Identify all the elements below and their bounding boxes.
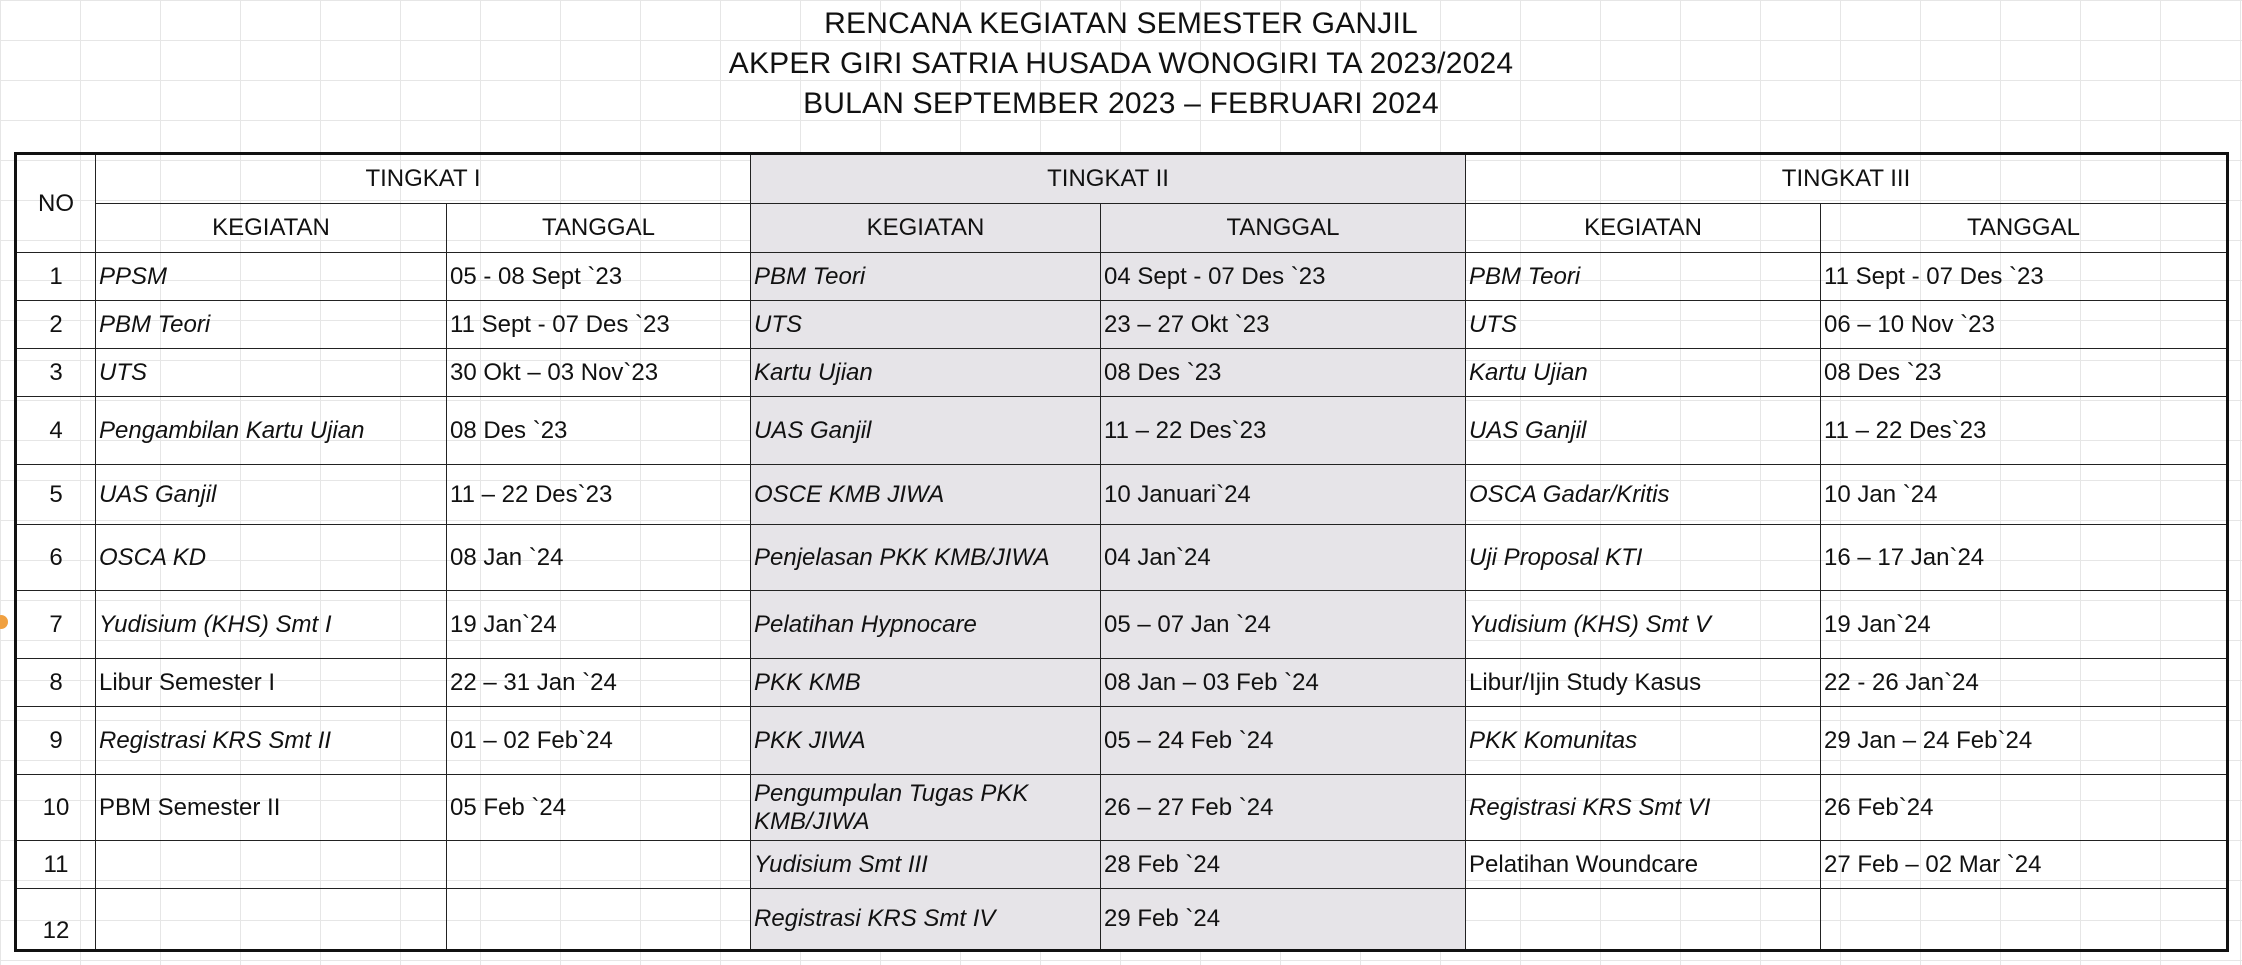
tingkat2-tanggal: 08 Des `23 (1101, 349, 1466, 397)
row-number: 10 (16, 775, 96, 841)
row-number: 9 (16, 707, 96, 775)
tingkat1-kegiatan (96, 841, 447, 889)
tingkat2-tanggal: 23 – 27 Okt `23 (1101, 301, 1466, 349)
tingkat2-kegiatan: Registrasi KRS Smt IV (751, 889, 1101, 951)
header-row-columns (16, 204, 2228, 253)
tingkat2-tanggal: 26 – 27 Feb `24 (1101, 775, 1466, 841)
header-kegiatan-2: KEGIATAN (751, 204, 1101, 253)
tingkat3-tanggal: 19 Jan`24 (1821, 591, 2228, 659)
tingkat3-kegiatan: OSCA Gadar/Kritis (1466, 465, 1821, 525)
tingkat1-tanggal: 05 Feb `24 (447, 775, 751, 841)
tingkat3-kegiatan (1466, 889, 1821, 951)
tingkat1-tanggal (447, 841, 751, 889)
tingkat3-tanggal: 11 Sept - 07 Des `23 (1821, 253, 2228, 301)
tingkat3-tanggal: 10 Jan `24 (1821, 465, 2228, 525)
header-row-levels (16, 154, 2228, 204)
header-tingkat-3: TINGKAT III (1466, 154, 2228, 204)
tingkat3-kegiatan: Registrasi KRS Smt VI (1466, 775, 1821, 841)
schedule-table (14, 152, 2229, 952)
tingkat2-tanggal: 28 Feb `24 (1101, 841, 1466, 889)
tingkat2-kegiatan: PKK JIWA (751, 707, 1101, 775)
tingkat2-kegiatan: PBM Teori (751, 253, 1101, 301)
tingkat3-kegiatan: UTS (1466, 301, 1821, 349)
tingkat1-kegiatan: Yudisium (KHS) Smt I (96, 591, 447, 659)
row-number: 12 (16, 889, 96, 951)
table-row (16, 465, 2228, 525)
tingkat1-kegiatan (96, 889, 447, 951)
tingkat2-kegiatan: UAS Ganjil (751, 397, 1101, 465)
tingkat2-kegiatan: OSCE KMB JIWA (751, 465, 1101, 525)
tingkat3-kegiatan: PKK Komunitas (1466, 707, 1821, 775)
tingkat1-tanggal: 22 – 31 Jan `24 (447, 659, 751, 707)
header-tanggal-2: TANGGAL (1101, 204, 1466, 253)
title-line-2: AKPER GIRI SATRIA HUSADA WONOGIRI TA 2023/2024 (728, 47, 1514, 80)
tingkat2-kegiatan: PKK KMB (751, 659, 1101, 707)
tingkat2-kegiatan: Kartu Ujian (751, 349, 1101, 397)
title-line-3: BULAN SEPTEMBER 2023 – FEBRUARI 2024 (803, 87, 1439, 120)
table-row (16, 525, 2228, 591)
tingkat1-kegiatan: UTS (96, 349, 447, 397)
table-row (16, 841, 2228, 889)
tingkat3-tanggal: 06 – 10 Nov `23 (1821, 301, 2228, 349)
tingkat2-kegiatan: UTS (751, 301, 1101, 349)
tingkat2-tanggal: 04 Sept - 07 Des `23 (1101, 253, 1466, 301)
tingkat3-kegiatan: UAS Ganjil (1466, 397, 1821, 465)
tingkat3-kegiatan: Kartu Ujian (1466, 349, 1821, 397)
row-number: 2 (16, 301, 96, 349)
table-row (16, 775, 2228, 841)
tingkat2-tanggal: 08 Jan – 03 Feb `24 (1101, 659, 1466, 707)
selection-marker (0, 615, 8, 629)
header-kegiatan-3: KEGIATAN (1466, 204, 1821, 253)
tingkat1-tanggal: 30 Okt – 03 Nov`23 (447, 349, 751, 397)
table-row (16, 253, 2228, 301)
table-row (16, 301, 2228, 349)
table-row (16, 591, 2228, 659)
tingkat3-tanggal (1821, 889, 2228, 951)
row-number: 6 (16, 525, 96, 591)
document-title (0, 4, 2242, 124)
tingkat1-tanggal: 08 Des `23 (447, 397, 751, 465)
tingkat3-tanggal: 27 Feb – 02 Mar `24 (1821, 841, 2228, 889)
tingkat2-tanggal: 11 – 22 Des`23 (1101, 397, 1466, 465)
tingkat2-kegiatan: Pelatihan Hypnocare (751, 591, 1101, 659)
tingkat1-kegiatan: PBM Teori (96, 301, 447, 349)
header-tanggal-3: TANGGAL (1821, 204, 2228, 253)
table-row (16, 889, 2228, 951)
tingkat2-kegiatan: Yudisium Smt III (751, 841, 1101, 889)
tingkat3-tanggal: 08 Des `23 (1821, 349, 2228, 397)
row-number: 11 (16, 841, 96, 889)
tingkat1-tanggal: 11 Sept - 07 Des `23 (447, 301, 751, 349)
tingkat1-tanggal: 19 Jan`24 (447, 591, 751, 659)
tingkat1-kegiatan: OSCA KD (96, 525, 447, 591)
tingkat2-kegiatan: Pengumpulan Tugas PKK KMB/JIWA (751, 775, 1101, 841)
tingkat1-tanggal (447, 889, 751, 951)
row-number: 8 (16, 659, 96, 707)
table-row (16, 349, 2228, 397)
tingkat2-kegiatan: Penjelasan PKK KMB/JIWA (751, 525, 1101, 591)
tingkat1-kegiatan: Pengambilan Kartu Ujian (96, 397, 447, 465)
tingkat3-tanggal: 16 – 17 Jan`24 (1821, 525, 2228, 591)
table-row (16, 659, 2228, 707)
header-kegiatan-1: KEGIATAN (96, 204, 447, 253)
row-number: 7 (16, 591, 96, 659)
tingkat2-tanggal: 29 Feb `24 (1101, 889, 1466, 951)
tingkat3-kegiatan: Pelatihan Woundcare (1466, 841, 1821, 889)
header-tanggal-1: TANGGAL (447, 204, 751, 253)
header-tingkat-2: TINGKAT II (751, 154, 1466, 204)
tingkat1-kegiatan: PPSM (96, 253, 447, 301)
tingkat1-kegiatan: PBM Semester II (96, 775, 447, 841)
header-no: NO (16, 154, 96, 253)
tingkat2-tanggal: 05 – 07 Jan `24 (1101, 591, 1466, 659)
row-number: 5 (16, 465, 96, 525)
tingkat1-tanggal: 01 – 02 Feb`24 (447, 707, 751, 775)
tingkat1-kegiatan: Registrasi KRS Smt II (96, 707, 447, 775)
tingkat3-kegiatan: PBM Teori (1466, 253, 1821, 301)
table-row (16, 707, 2228, 775)
tingkat2-tanggal: 05 – 24 Feb `24 (1101, 707, 1466, 775)
row-number: 1 (16, 253, 96, 301)
tingkat3-kegiatan: Libur/Ijin Study Kasus (1466, 659, 1821, 707)
tingkat3-tanggal: 11 – 22 Des`23 (1821, 397, 2228, 465)
tingkat1-tanggal: 05 - 08 Sept `23 (447, 253, 751, 301)
tingkat1-tanggal: 08 Jan `24 (447, 525, 751, 591)
tingkat3-tanggal: 22 - 26 Jan`24 (1821, 659, 2228, 707)
table-row (16, 397, 2228, 465)
tingkat1-tanggal: 11 – 22 Des`23 (447, 465, 751, 525)
tingkat1-kegiatan: UAS Ganjil (96, 465, 447, 525)
tingkat1-kegiatan: Libur Semester I (96, 659, 447, 707)
tingkat2-tanggal: 04 Jan`24 (1101, 525, 1466, 591)
title-line-1: RENCANA KEGIATAN SEMESTER GANJIL (824, 7, 1418, 40)
header-tingkat-1: TINGKAT I (96, 154, 751, 204)
row-number: 4 (16, 397, 96, 465)
tingkat3-kegiatan: Uji Proposal KTI (1466, 525, 1821, 591)
tingkat2-tanggal: 10 Januari`24 (1101, 465, 1466, 525)
tingkat3-tanggal: 29 Jan – 24 Feb`24 (1821, 707, 2228, 775)
tingkat3-tanggal: 26 Feb`24 (1821, 775, 2228, 841)
tingkat3-kegiatan: Yudisium (KHS) Smt V (1466, 591, 1821, 659)
row-number: 3 (16, 349, 96, 397)
